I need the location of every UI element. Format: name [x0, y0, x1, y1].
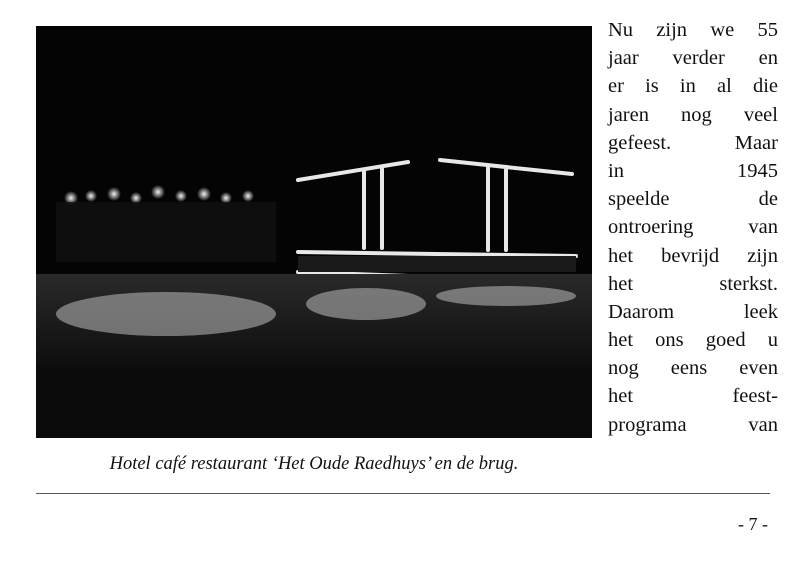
page-number: - 7 -	[738, 514, 768, 534]
word: eens	[670, 357, 708, 380]
word: de	[758, 188, 778, 211]
word: nog	[608, 357, 639, 380]
word: nog	[681, 103, 712, 126]
text-line	[608, 382, 778, 410]
word: in	[608, 159, 624, 182]
text-line	[608, 411, 778, 439]
word: goed	[705, 329, 746, 352]
word: veel	[743, 103, 778, 126]
word: u	[767, 329, 778, 352]
word: sterkst.	[719, 272, 778, 295]
word: ons	[655, 329, 684, 352]
word: van	[748, 216, 778, 239]
word: die	[752, 75, 778, 98]
word: het	[608, 244, 634, 267]
text-line	[608, 298, 778, 326]
text-line	[608, 16, 778, 44]
word: bevrijd	[661, 244, 720, 267]
word: verder	[672, 47, 725, 70]
word: feest-	[732, 385, 778, 408]
text-line	[608, 129, 778, 157]
word: er	[608, 75, 624, 98]
word: van	[748, 413, 778, 436]
word: even	[739, 357, 778, 380]
text-line	[608, 326, 778, 354]
word: 55	[757, 19, 778, 41]
word: leek	[743, 300, 778, 323]
text-line	[608, 72, 778, 100]
word: Maar	[734, 131, 778, 154]
word: zijn	[747, 244, 778, 267]
photo-caption: Hotel café restaurant ‘Het Oude Raedhuys’ en de brug.	[109, 454, 519, 474]
text-line	[608, 185, 778, 213]
word: programa	[608, 413, 687, 436]
body-text-column	[608, 16, 778, 439]
word: 1945	[737, 159, 778, 182]
bridge-night-photo	[36, 26, 592, 438]
footer-rule	[36, 493, 770, 494]
word: jaar	[608, 47, 639, 70]
word: al	[717, 75, 732, 98]
word: is	[645, 75, 659, 98]
text-line	[608, 242, 778, 270]
text-line	[608, 157, 778, 185]
text-line	[608, 101, 778, 129]
text-line	[608, 44, 778, 72]
word: Nu	[608, 19, 634, 41]
word: gefeest.	[608, 131, 672, 154]
text-line	[608, 270, 778, 298]
word: Daarom	[608, 300, 675, 323]
word: in	[679, 75, 696, 98]
word: jaren	[608, 103, 649, 126]
text-line	[608, 213, 778, 241]
text-line	[608, 354, 778, 382]
word: het	[608, 385, 634, 408]
word: het	[608, 329, 634, 352]
word: zijn	[656, 19, 688, 41]
word: speelde	[608, 188, 670, 211]
word: we	[710, 19, 735, 41]
word: en	[758, 47, 778, 70]
bridge-night-illustration	[36, 26, 592, 438]
word: het	[608, 272, 634, 295]
word: ontroering	[608, 216, 694, 239]
